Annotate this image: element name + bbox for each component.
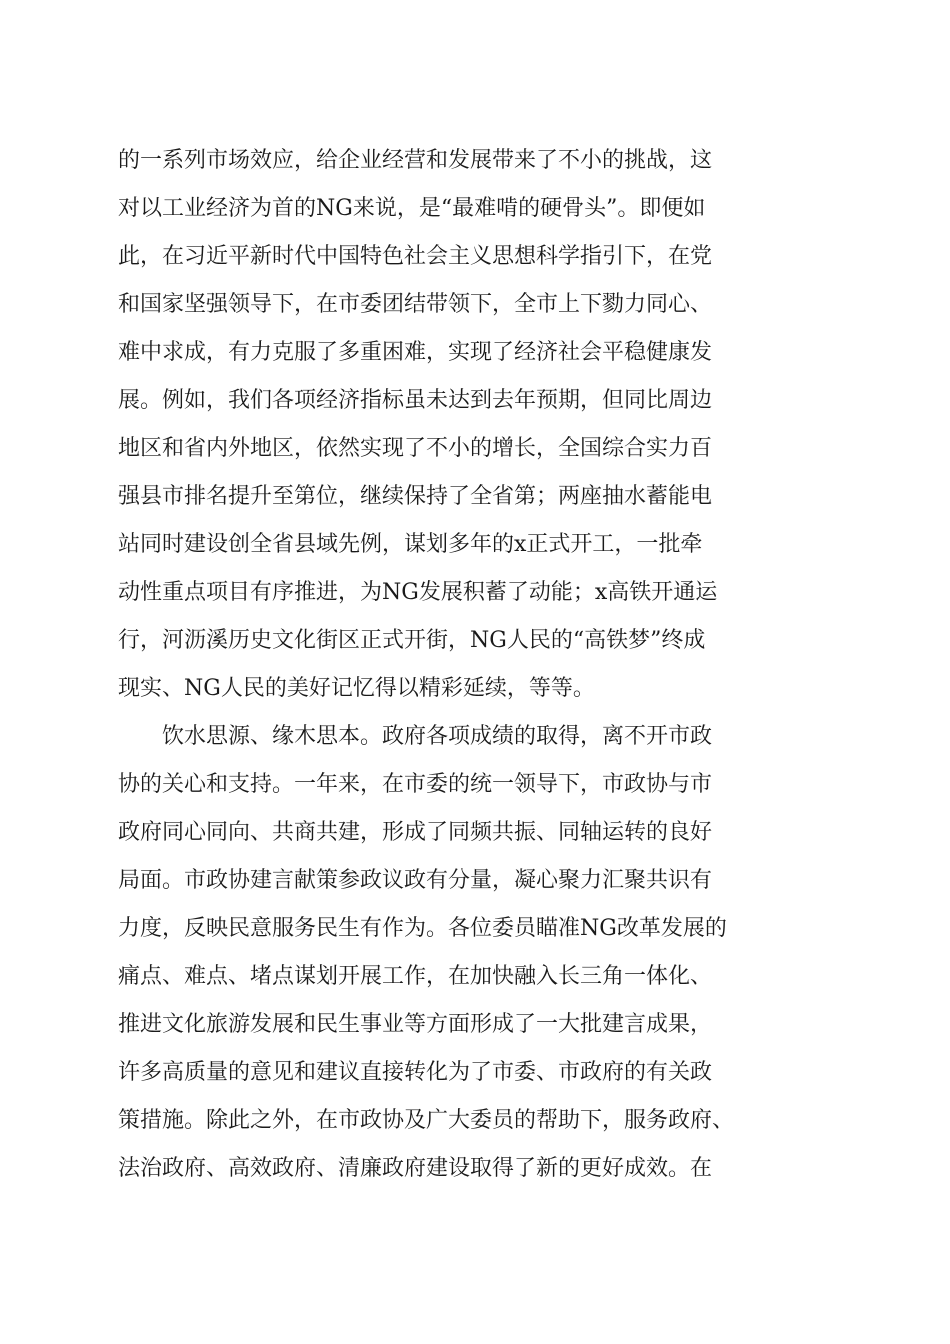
paragraph-line: 现实、NG人民的美好记忆得以精彩延续，等等。 [118,676,595,701]
body-text [118,137,838,1193]
paragraph-line: 推进文化旅游发展和民生事业等方面形成了一大批建言成果， [118,1012,713,1037]
paragraph-line: 动性重点项目有序推进，为NG发展积蓄了动能；x高铁开通运 [118,580,718,605]
paragraph-line: 痛点、难点、堵点谋划开展工作，在加快融入长三角一体化、 [118,964,713,989]
paragraph-line: 难中求成，有力克服了多重困难，实现了经济社会平稳健康发 [118,340,713,365]
paragraph-line: 展。例如，我们各项经济指标虽未达到去年预期，但同比周边 [118,388,713,413]
paragraph-line: 策措施。除此之外，在市政协及广大委员的帮助下，服务政府、 [118,1108,735,1133]
paragraph-line: 政府同心同向、共商共建，形成了同频共振、同轴运转的良好 [118,820,713,845]
paragraph-line: 强县市排名提升至第位，继续保持了全省第；两座抽水蓄能电 [118,484,713,509]
paragraph-line: 饮水思源、缘木思本。政府各项成绩的取得，离不开市政 [162,724,713,749]
paragraph-line: 许多高质量的意见和建议直接转化为了市委、市政府的有关政 [118,1060,713,1085]
paragraph-line: 行，河沥溪历史文化街区正式开街，NG人民的“高铁梦”终成 [118,628,706,653]
paragraph-line: 对以工业经济为首的NG来说，是“最难啃的硬骨头”。即便如 [118,196,706,221]
paragraph-line: 协的关心和支持。一年来，在市委的统一领导下，市政协与市 [118,772,713,797]
paragraph-line: 局面。市政协建言献策参政议政有分量，凝心聚力汇聚共识有 [118,868,713,893]
paragraph-line: 此，在习近平新时代中国特色社会主义思想科学指引下，在党 [118,244,713,269]
paragraph-line: 力度，反映民意服务民生有作为。各位委员瞄准NG改革发展的 [118,916,727,941]
paragraph-line: 和国家坚强领导下，在市委团结带领下，全市上下勠力同心、 [118,292,713,317]
paragraph-line: 地区和省内外地区，依然实现了不小的增长，全国综合实力百 [118,436,713,461]
paragraph-2 [118,713,838,1193]
paragraph-line: 法治政府、高效政府、清廉政府建设取得了新的更好成效。在 [118,1156,713,1181]
paragraph-1 [118,137,838,713]
paragraph-line: 的一系列市场效应，给企业经营和发展带来了不小的挑战，这 [118,148,713,173]
paragraph-line: 站同时建设创全省县域先例，谋划多年的x正式开工，一批牵 [118,532,703,557]
